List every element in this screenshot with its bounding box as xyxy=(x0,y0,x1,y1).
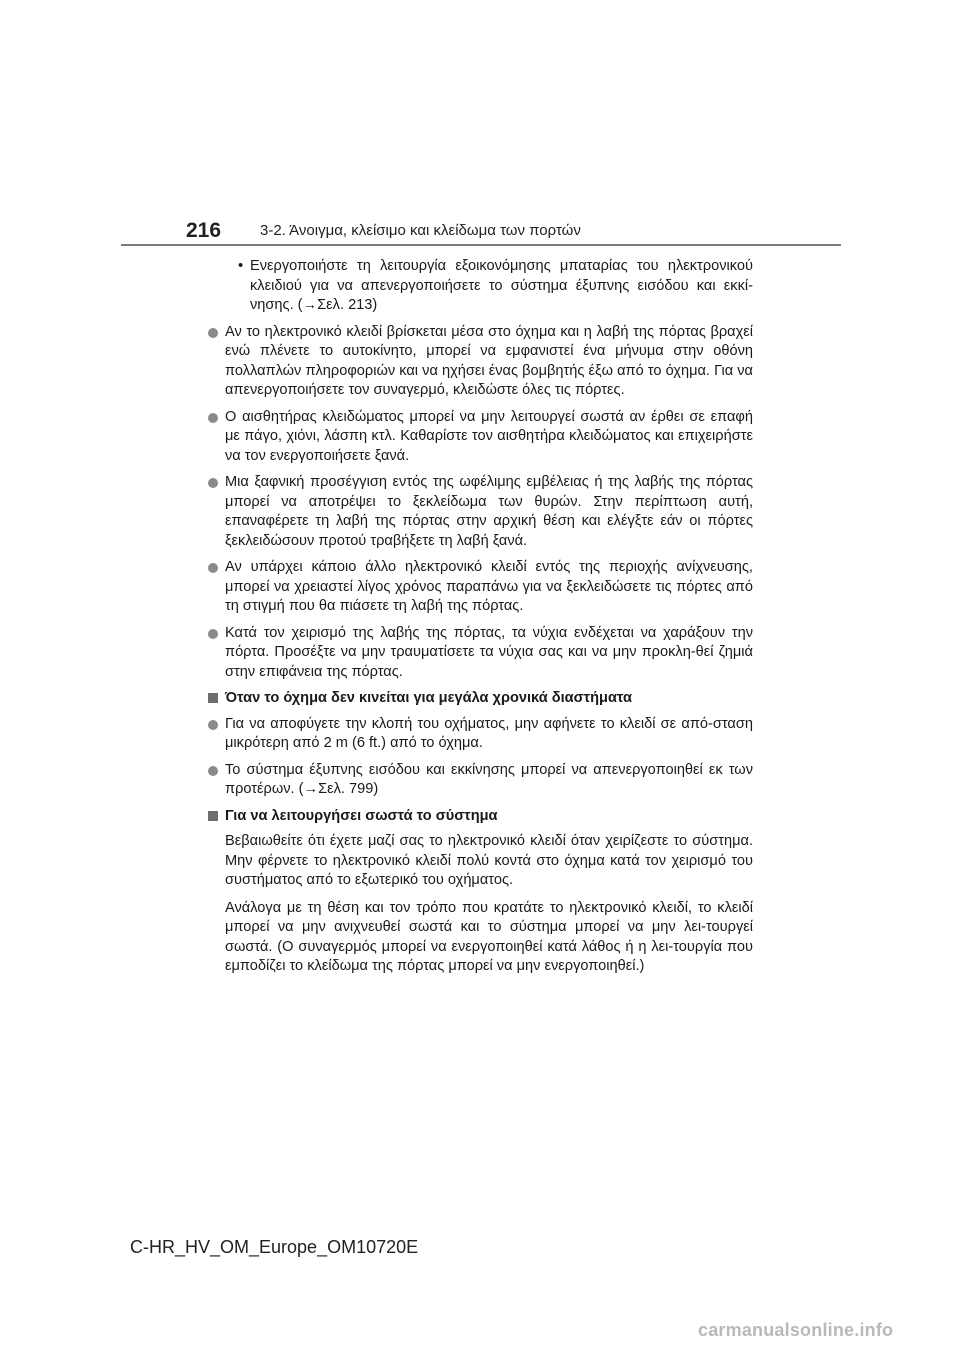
circle-bullet-icon xyxy=(208,328,218,338)
square-bullet-icon xyxy=(208,811,218,821)
list-item-text: Κατά τον χειρισμό της λαβής της πόρτας, τα νύχια ενδέχεται να χαράξουν την πόρτα. Προσέξτε να μην τραυματίσετε τα νύχια σας και να μην προκλη-θεί ζημιά στην επιφάνεια της πόρτας. xyxy=(225,624,753,680)
paragraph: Ανάλογα με τη θέση και τον τρόπο που κρατάτε το ηλεκτρονικό κλειδί, το κλειδί μπορεί να μην ανιχνευθεί σωστά και το σύστημα μπορεί να μην λει-τουργεί σωστά. (Ο συναγερμός μπορεί να ενεργοποιηθεί κατά λάθος ή η λει-τουργία που εμποδίζει το κλείδωμα της πόρτας μπορεί να μην ενεργοποιηθεί.) xyxy=(225,899,753,974)
document-id: C-HR_HV_OM_Europe_OM10720E xyxy=(130,1237,419,1257)
page-content xyxy=(208,257,753,985)
list-item-text: Ο αισθητήρας κλειδώματος μπορεί να μην λειτουργεί σωστά αν έρθει σε επαφή με πάγο, χιόνι, λάσπη κτλ. Καθαρίστε τον αισθητήρα κλειδώματος και επιχειρήστε να τον ενεργοποιήσετε ξανά. xyxy=(225,408,753,464)
bullet-dot-icon: • xyxy=(238,258,244,274)
square-bullet-icon xyxy=(208,693,218,703)
list-item-text: Για να αποφύγετε την κλοπή του οχήματος, μην αφήνετε το κλειδί σε από-σταση μικρότερη από 2 m (6 ft.) από το όχημα. xyxy=(225,715,753,751)
section-heading xyxy=(208,689,753,709)
circle-bullet-icon xyxy=(208,766,218,776)
list-item-text: Μια ξαφνική προσέγγιση εντός της ωφέλιμης εμβέλειας ή της λαβής της πόρτας μπορεί να αποτρέψει το ξεκλείδωμα των θυρών. Στην περίπτωση αυτή, επαναφέρετε τη λαβή της πόρτας στην αρχική θέση και ελέγξτε εάν οι πόρτες ξεκλειδώσουν προτού τραβήξετε τη λαβή ξανά. xyxy=(225,474,753,549)
header-divider xyxy=(121,244,841,246)
list-item xyxy=(208,761,753,800)
circle-bullet-icon xyxy=(208,720,218,730)
list-item xyxy=(208,323,753,401)
circle-bullet-icon xyxy=(208,478,218,488)
sub-bullet-item xyxy=(208,257,753,316)
circle-bullet-icon xyxy=(208,413,218,423)
section-heading-text: Όταν το όχημα δεν κινείται για μεγάλα χρονικά διαστήματα xyxy=(225,690,633,706)
paragraph: Βεβαιωθείτε ότι έχετε μαζί σας το ηλεκτρονικό κλειδί όταν χειρίζεστε το σύστημα. Μην φέρνετε το ηλεκτρονικό κλειδί πολύ κοντά στο όχημα κατά τον χειρισμό του συστήματος από το εξωτερικό του οχήματος. xyxy=(225,833,753,888)
list-item xyxy=(208,473,753,551)
watermark-text: carmanualsonline.info xyxy=(698,1320,894,1340)
section-heading xyxy=(208,807,753,827)
page-header xyxy=(0,0,960,250)
list-item xyxy=(208,558,753,617)
list-item xyxy=(208,624,753,683)
circle-bullet-icon xyxy=(208,563,218,573)
list-item-text: Το σύστημα έξυπνης εισόδου και εκκίνησης μπορεί να απενεργοποιηθεί εκ των προτέρων. (→Σελ. 799) xyxy=(225,761,753,797)
list-item xyxy=(208,715,753,754)
list-item-text: Αν το ηλεκτρονικό κλειδί βρίσκεται μέσα στο όχημα και η λαβή της πόρτας βραχεί ενώ πλένετε το αυτοκίνητο, μπορεί να εμφανιστεί ένα μήνυμα στην οθόνη πολλαπλών πληροφοριών και να ηχήσει ένας βομβητής έξω από το όχημα. Για να απενεργοποιήσετε τον συναγερμό, κλειδώστε όλες τις πόρτες. xyxy=(225,323,753,398)
list-item xyxy=(208,408,753,467)
chapter-title: 3-2. Άνοιγμα, κλείσιμο και κλείδωμα των πορτών xyxy=(260,222,581,239)
sub-bullet-text: Ενεργοποιήστε τη λειτουργία εξοικονόμησης μπαταρίας του ηλεκτρονικού κλειδιού για να απενεργοποιήσετε το σύστημα έξυπνης εισόδου και εκκί-νησης. (→Σελ. 213) xyxy=(250,258,753,313)
list-item-text: Αν υπάρχει κάποιο άλλο ηλεκτρονικό κλειδί εντός της περιοχής ανίχνευσης, μπορεί να χρειαστεί λίγος χρόνος παραπάνω για να ξεκλειδώσετε τις πόρτες από τη στιγμή που θα πιάσετε τη λαβή της πόρτας. xyxy=(225,559,753,614)
page-number: 216 xyxy=(186,219,222,242)
circle-bullet-icon xyxy=(208,629,218,639)
section-heading-text: Για να λειτουργήσει σωστά το σύστημα xyxy=(225,807,498,824)
